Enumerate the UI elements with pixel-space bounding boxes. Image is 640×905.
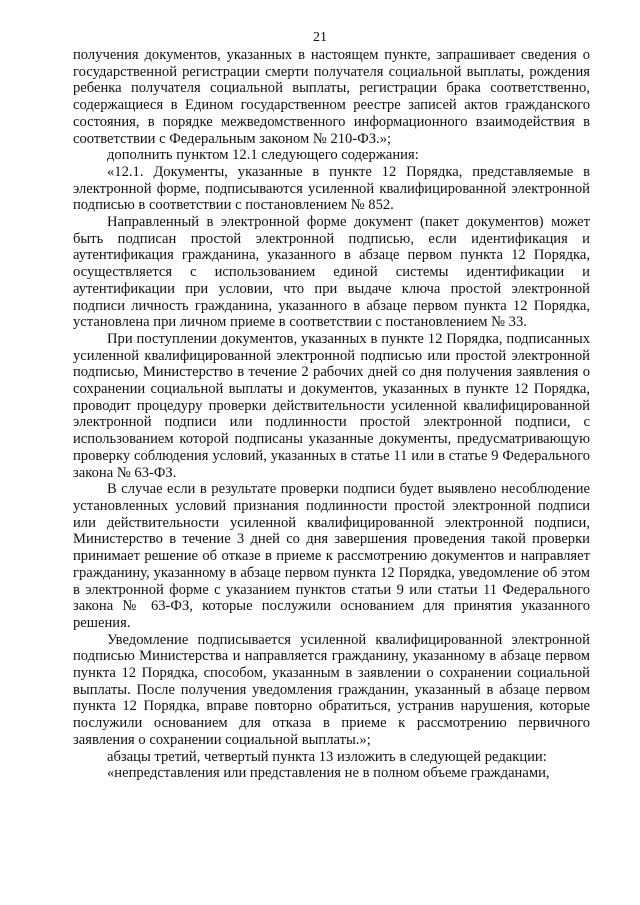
paragraph-item-13-intro: абзацы третий, четвертый пункта 13 изложить в следующей редакции: bbox=[107, 748, 547, 765]
page-number: 21 bbox=[313, 30, 327, 45]
document-body bbox=[73, 47, 590, 782]
paragraph-amendment-intro: дополнить пунктом 12.1 следующего содержания: bbox=[107, 147, 419, 164]
paragraph-refusal: В случае если в результате проверки подписи будет выявлено несоблюдение установленных условий признания подлинности простой электронной подписи или действительности усиленной квалифицированной электронной подписи, Министерство в течение 3 дней со дня завершения проведения такой проверки принимает решение об отказе в приеме к рассмотрению документов и направляет гражданину, указанному в абзаце первом пункта 12 Порядка, уведомление об этом в электронной форме с указанием пунктов статьи 9 или статьи 11 Федерального закона № 63-ФЗ, которые послужили основанием для принятия указанного решения. bbox=[73, 481, 590, 631]
paragraph-verification: При поступлении документов, указанных в пункте 12 Порядка, подписанных усиленной квалифицированной электронной подписью или простой электронной подписью, Министерство в течение 2 рабочих дней со дня получения заявления о сохранении социальной выплаты и документов, указанных в пункте 12 Порядка, проводит процедуру проверки действительности усиленной квалифицированной электронной подписи или подлинности простой электронной подписи, с использованием которой подписаны указанные документы, предусматривающую проверку соблюдения условий, указанных в статье 11 или в статье 9 Федерального закона № 63-ФЗ. bbox=[73, 330, 590, 481]
paragraph-simple-signature: Направленный в электронной форме документ (пакет документов) может быть подписан простой электронной подписью, если идентификация и аутентификация гражданина, указанного в абзаце первом пункта 12 Порядка, осуществляется с использованием единой системы идентификации и аутентификации при условии, что при выдаче ключа простой электронной подписи личность гражданина, указанного в абзаце первом пункта 12 Порядка, установлена при личном приеме в соответствии с постановлением № 33. bbox=[73, 214, 590, 331]
paragraph-notification: Уведомление подписывается усиленной квалифицированной электронной подписью Министерства и направляется гражданину, указанному в абзаце первом пункта 12 Порядка, способом, указанным в заявлении о сохранении социальной выплаты. После получения уведомления гражданин, указанный в абзаце первом пункта 12 Порядка, вправе повторно обратиться, устранив нарушения, которые послужили основанием для отказа в приеме к рассмотрению первичного заявления о сохранении социальной выплаты.»; bbox=[73, 631, 590, 748]
paragraph-item-13-text: «непредставления или представления не в полном объеме гражданами, bbox=[107, 765, 550, 782]
paragraph-continuation: получения документов, указанных в настоящем пункте, запрашивает сведения о государственной регистрации смерти получателя социальной выплаты, рождения ребенка получателя социальной выплаты, регистрации брака соответственно, содержащиеся в Едином государственном реестре записей актов гражданского состояния, в порядке межведомственного информационного взаимодействия в соответствии с Федеральным законом № 210-ФЗ.»; bbox=[73, 47, 590, 147]
paragraph-12-1: «12.1. Документы, указанные в пункте 12 Порядка, представляемые в электронной форме, подписываются усиленной квалифицированной электронной подписью в соответствии с постановлением № 852. bbox=[73, 163, 590, 214]
